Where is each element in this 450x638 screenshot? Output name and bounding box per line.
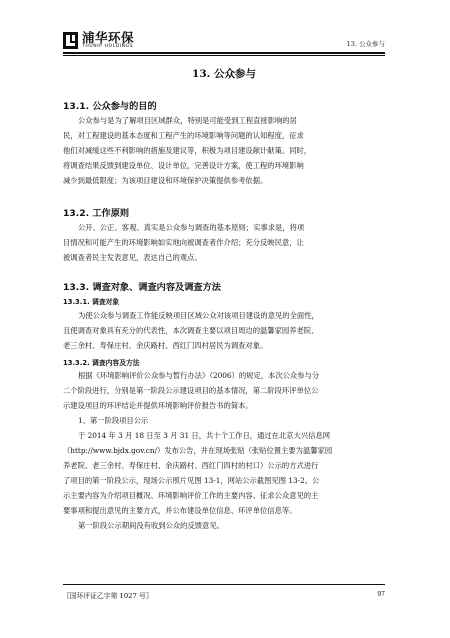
paragraph-line: 减少到最低限度；为该项目建设和环境保护决策提供参考依据。 [63,176,268,185]
paragraph-line: 公开、公正、客观、真实是公众参与调查的基本原则；实事求是，将项 [78,223,305,232]
paragraph-line: 老三余村、寿保庄村、余庆路村、西红门四村居民为调查对象。 [63,341,268,350]
subsection-body-13-3-2 [63,368,385,533]
section-body-13-1 [63,113,385,188]
subsection-heading-13-3-2: 13.3.2. 调查内容及方法 [63,359,140,367]
logo-chinese-name: 浦华环保 [82,30,135,45]
paragraph-line: （http://www.bjdx.gov.cn/）发布公告，并在现场张贴（张贴位置主要为温馨家园 [63,446,333,455]
paragraph-line: 了项目的第一阶段公示，现场公示照片见图 13-1，网站公示截图见图 13-2。公 [63,476,320,485]
page-number: 97 [377,591,385,598]
paragraph-line: 于 2014 年 3 月 18 日至 3 月 31 日，共十个工作日，通过在北京大兴信息网 [78,431,331,440]
section-heading-13-1: 13.1. 公众参与的目的 [63,101,157,112]
paragraph-line: 将调查结果反馈到建设单位、设计单位，完善设计方案，使工程的环境影响 [63,161,304,170]
subsection-body-13-3-1 [63,308,385,353]
paragraph-line: 要事项和提出意见的主要方式，并公布建设单位信息、环评单位信息等。 [63,506,297,515]
paragraph-line: 示主要内容为介绍项目概况、环境影响评价工作的主要内容、征求公众意见的主 [63,491,319,500]
page-header [63,30,385,52]
paragraph-line: 且使调查对象具有充分的代表性，本次调查主要以项目周边的温馨家园养老院、 [63,326,319,335]
paragraph-line: 他们对减缓这些不利影响的措施及建议等，积极为项目建设献计献策。同时， [63,146,312,155]
paragraph-line: 被调查者民主发表意见，表达自己的观点。 [63,253,202,262]
paragraph-line: 民，对工程建设的基本态度和工程产生的环境影响等问题的认知程度，征求 [63,131,304,140]
paragraph-line: 1、第一阶段项目公示 [78,416,149,425]
paragraph-line: 为使公众参与调查工作能反映项目区域公众对该项目建设的意见的全面性， [78,311,319,320]
section-body-13-2 [63,220,385,265]
page-title: 13. 公众参与 [192,68,256,80]
footer-certificate: 〖国环评证乙字第 1027 号〗 [63,592,153,600]
paragraph-line: 第一阶段公示期间没有收到公众的反馈意见。 [78,521,224,530]
thunip-logo-icon [63,32,78,49]
header-rule [63,52,385,54]
section-heading-13-3: 13.3. 调查对象、调查内容及调查方法 [63,282,221,293]
paragraph-line: 二个阶段进行，分别是第一阶段公示建设项目的基本情况，第二阶段环评单位公 [63,386,319,395]
subsection-heading-13-3-1: 13.3.1. 调查对象 [63,298,120,306]
paragraph-line: 目情况和可能产生的环境影响如实地向被调查者作介绍；充分反映民意，让 [63,238,304,247]
paragraph-line: 养老院、老三余村、寿保庄村、余庆路村、西红门四村的村口）公示的方式进行 [63,461,319,470]
header-section-label: 13. 公众参与 [346,40,385,48]
paragraph-line: 示建设项目的环评结论并提供环境影响评价报告书的简本。 [63,401,253,410]
header-rule-thin [63,55,385,56]
paragraph-line: 公众参与是为了解项目区域群众，特别是可能受到工程直接影响的居 [78,116,297,125]
logo-english-name: THUNIP HOLDINGS [82,44,134,49]
section-heading-13-2: 13.2. 工作原则 [63,208,130,219]
paragraph-line: 根据《环境影响评价公众参与暂行办法》（2006）的规定，本次公众参与分 [78,371,320,380]
footer-rule [63,584,385,585]
